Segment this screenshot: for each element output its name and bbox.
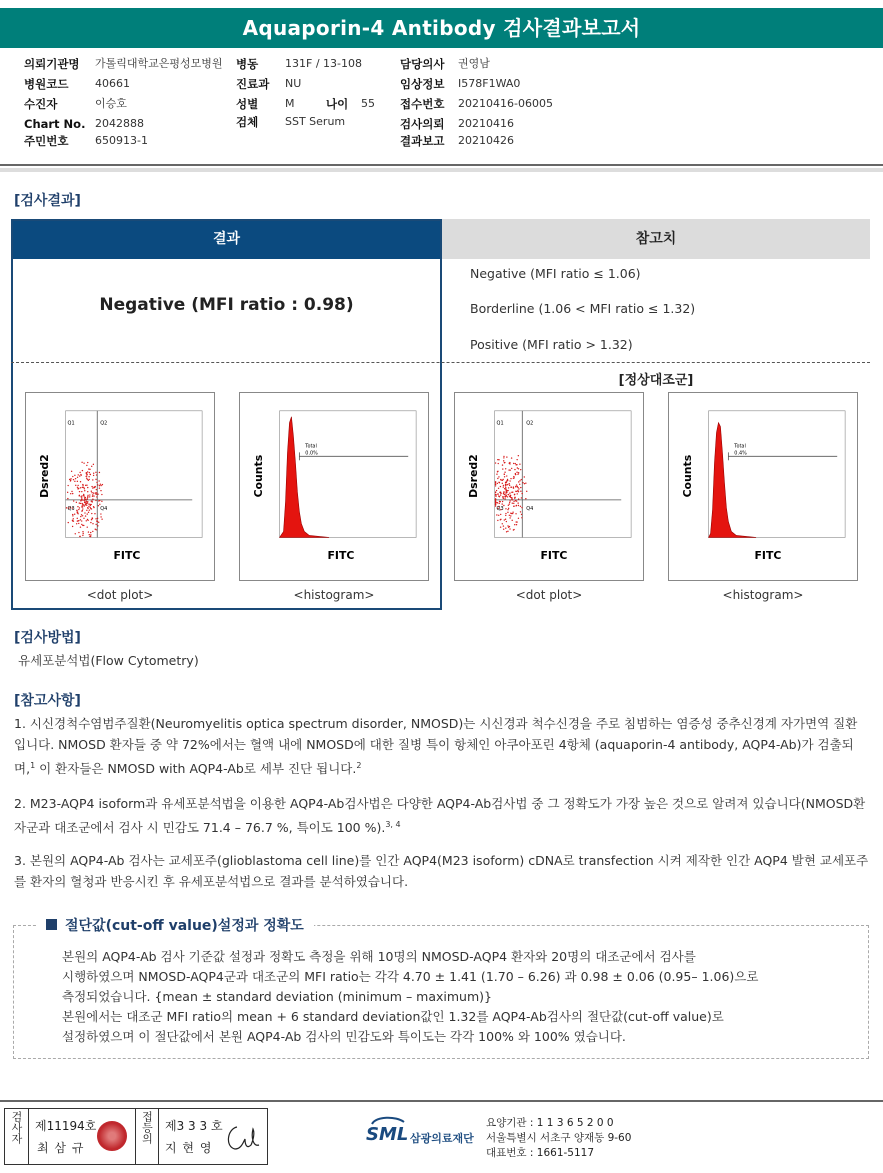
- patient-label: 수진자: [24, 97, 58, 111]
- confirmer-number: 제3 3 3 호: [165, 1119, 223, 1133]
- specimen-label: 검체: [236, 115, 259, 129]
- control-total-value: 0.4%: [734, 450, 747, 457]
- control-histogram: [668, 392, 858, 581]
- control-histogram-caption: <histogram>: [722, 588, 804, 602]
- cutoff-title: [36, 915, 314, 935]
- signature-table: [4, 1108, 268, 1165]
- control-total-label: Total: [734, 443, 746, 450]
- institution-label: 의뢰기관명: [24, 57, 80, 71]
- clinical-value: I578F1WA0: [458, 77, 521, 90]
- report-title: Aquaporin-4 Antibody 검사결과보고서: [0, 8, 883, 48]
- main-result: Negative (MFI ratio : 0.98): [99, 295, 354, 315]
- control-dot-ylabel: Dsred2: [466, 454, 480, 498]
- ref-negative: Negative (MFI ratio ≤ 1.06): [470, 266, 641, 281]
- method-section-title: [검사방법]: [14, 630, 81, 646]
- org-name: 삼광의료재단: [410, 1132, 474, 1145]
- inspector-number: 제11194호: [35, 1119, 97, 1133]
- note-paragraph-2: [14, 793, 869, 838]
- note-paragraph-1: [14, 713, 869, 779]
- notes-section-title: [참고사항]: [14, 693, 81, 709]
- note-paragraph-3: 3. 본원의 AQP4-Ab 검사는 교세포주(glioblastoma cell line)를 인간 AQP4(M23 isoform) cDNA로 transfection 시켜 제작한 인간 AQP4 발현 교세포주를 환자의 혈청과 반응시킨 후 유세포분석법으로 결과를 분석하였습니다.: [14, 853, 869, 889]
- institution-value: 가톨릭대학교은평성모병원: [95, 57, 223, 70]
- dot-ylabel: Dsred2: [37, 454, 51, 498]
- confirmer-name: 지 현 영: [165, 1141, 213, 1155]
- dot-xlabel: FITC: [113, 549, 141, 563]
- q2-label: Q2: [100, 420, 108, 427]
- cutoff-title-text: 절단값(cut-off value)설정과 정확도: [65, 918, 304, 934]
- ward-label: 병동: [236, 57, 259, 71]
- square-bullet-icon: [46, 919, 57, 930]
- age-label: 나이: [326, 97, 349, 111]
- control-q1-label: Q1: [496, 420, 504, 427]
- report-label: 결과보고: [400, 134, 445, 148]
- normal-control-title: [정상대조군]: [618, 373, 694, 388]
- patient-total-value: 0.0%: [305, 450, 318, 457]
- inspector-seal-icon: [97, 1121, 127, 1151]
- cutoff-line-1: 본원의 AQP4-Ab 검사 기준값 설정과 정확도 측정을 위해 10명의 NMOSD-AQP4 환자와 20명의 대조군에서 검사를: [62, 949, 696, 964]
- inspector-label-text: 검사자: [10, 1111, 23, 1144]
- org-street: 서울특별시 서초구 양재동 9-60: [486, 1132, 632, 1144]
- sex-value: M: [285, 97, 295, 110]
- specimen-value: SST Serum: [285, 115, 346, 128]
- control-dot-xlabel: FITC: [540, 549, 568, 563]
- chart-label: Chart No.: [24, 117, 86, 131]
- control-hist-ylabel: Counts: [680, 454, 694, 498]
- hospital-code-label: 병원코드: [24, 77, 69, 91]
- note-1-text: 1. 시신경척수염범주질환(Neuromyelitis optica spectrum disorder, NMOSD)는 시신경과 척수신경을 주로 침범하는 염증성 중추신경계 자가면역 질환입니다. NMOSD 환자들 중 약 72%에서는 혈액 내에 NMOSD에 대한 질병 특이 항체인 아쿠아포린 4항체 (aquaporin-4 antibody, AQP4-Ab)가 검출되며,: [14, 716, 858, 777]
- signature-icon: [223, 1119, 263, 1155]
- doctor-value: 권영남: [458, 57, 490, 70]
- patient-value: 이승호: [95, 97, 127, 110]
- cutoff-line-2: 시행하였으며 NMOSD-AQP4군과 대조군의 MFI ratio는 각각 4.70 ± 1.41 (1.70 – 6.26) 과 0.98 ± 0.06 (0.95– 1.06)으로: [62, 969, 759, 984]
- control-hist-xlabel: FITC: [754, 549, 782, 563]
- chart-value: 2042888: [95, 117, 144, 130]
- age-value: 55: [361, 97, 375, 110]
- note-2-text: 2. M23-AQP4 isoform과 유세포분석법을 이용한 AQP4-Ab검사법은 다양한 AQP4-Ab검사법 중 그 정확도가 가장 높은 것으로 알려져 있습니다(NMOSD환자군과 대조군에서 검사 시 민감도 71.4 – 76.7 %, 특이도 100 %).: [14, 796, 866, 836]
- result-header: 결과: [11, 219, 442, 259]
- accession-label: 접수번호: [400, 97, 445, 111]
- inspector-name: 최 삼 규: [37, 1141, 85, 1155]
- resident-label: 주민번호: [24, 134, 69, 148]
- org-code: 요양기관 : 1 1 3 6 5 2 0 0: [486, 1117, 614, 1129]
- note-1-ref2: 2: [356, 761, 362, 770]
- patient-dot-plot: [25, 392, 215, 581]
- q4-label: Q4: [100, 505, 108, 512]
- note-2-ref: 3, 4: [385, 820, 401, 829]
- sex-label: 성별: [236, 97, 259, 111]
- results-section-title: [검사결과]: [14, 193, 81, 209]
- org-address: [486, 1116, 631, 1161]
- hist-ylabel: Counts: [251, 454, 265, 498]
- patient-histogram-caption: <histogram>: [293, 588, 375, 602]
- report-value: 20210426: [458, 134, 514, 147]
- control-q4-label: Q4: [526, 505, 534, 512]
- note-1-ref1: 1: [30, 761, 36, 770]
- request-label: 검사의뢰: [400, 117, 445, 131]
- patient-histogram: [239, 392, 429, 581]
- ref-borderline: Borderline (1.06 < MFI ratio ≤ 1.32): [470, 301, 696, 316]
- hospital-code-value: 40661: [95, 77, 130, 90]
- inspector-label: [5, 1109, 29, 1164]
- note-1-tail: 이 환자들은 NMOSD with AQP4-Ab로 세부 진단 됩니다.: [35, 761, 357, 777]
- divider-band: [0, 168, 883, 172]
- clinical-label: 임상정보: [400, 77, 445, 91]
- patient-info: [0, 52, 883, 166]
- ward-value: 131F / 13-108: [285, 57, 362, 70]
- cutoff-line-3: 측정되었습니다. {mean ± standard deviation (minimum – maximum)}: [62, 989, 492, 1004]
- q3-label: Q3: [67, 505, 75, 512]
- control-dot-caption: <dot plot>: [515, 588, 583, 602]
- patient-dot-caption: <dot plot>: [86, 588, 154, 602]
- footer-divider: [0, 1100, 883, 1102]
- confirmer-label-text: 접등의: [140, 1111, 154, 1144]
- resident-value: 650913-1: [95, 134, 148, 147]
- cutoff-line-4: 본원에서는 대조군 MFI ratio의 mean + 6 standard deviation값인 1.32를 AQP4-Ab검사의 절단값(cut-off value)로: [62, 1009, 724, 1024]
- q1-label: Q1: [67, 420, 75, 427]
- total-label: Total: [305, 443, 317, 450]
- org-phone: 대표번호 : 1661-5117: [486, 1147, 595, 1159]
- doctor-label: 담당의사: [400, 57, 445, 71]
- control-dot-plot: [454, 392, 644, 581]
- dept-label: 진료과: [236, 77, 270, 91]
- logo-text: SML: [366, 1124, 409, 1145]
- cutoff-line-5: 설정하였으며 이 절단값에서 본원 AQP4-Ab 검사의 민감도와 특이도는 각각 100% 와 100% 였습니다.: [62, 1029, 626, 1044]
- reference-header: 참고치: [442, 219, 870, 259]
- results-dashed-divider: [11, 362, 870, 363]
- control-q2-label: Q2: [526, 420, 534, 427]
- confirmer-label: [135, 1109, 159, 1164]
- ref-positive: Positive (MFI ratio > 1.32): [470, 337, 633, 352]
- dept-value: NU: [285, 77, 302, 90]
- request-value: 20210416: [458, 117, 514, 130]
- hist-xlabel: FITC: [327, 549, 355, 563]
- accession-value: 20210416-06005: [458, 97, 553, 110]
- control-q3-label: Q3: [496, 505, 504, 512]
- method-text: 유세포분석법(Flow Cytometry): [18, 653, 199, 668]
- cutoff-text: [62, 947, 852, 1047]
